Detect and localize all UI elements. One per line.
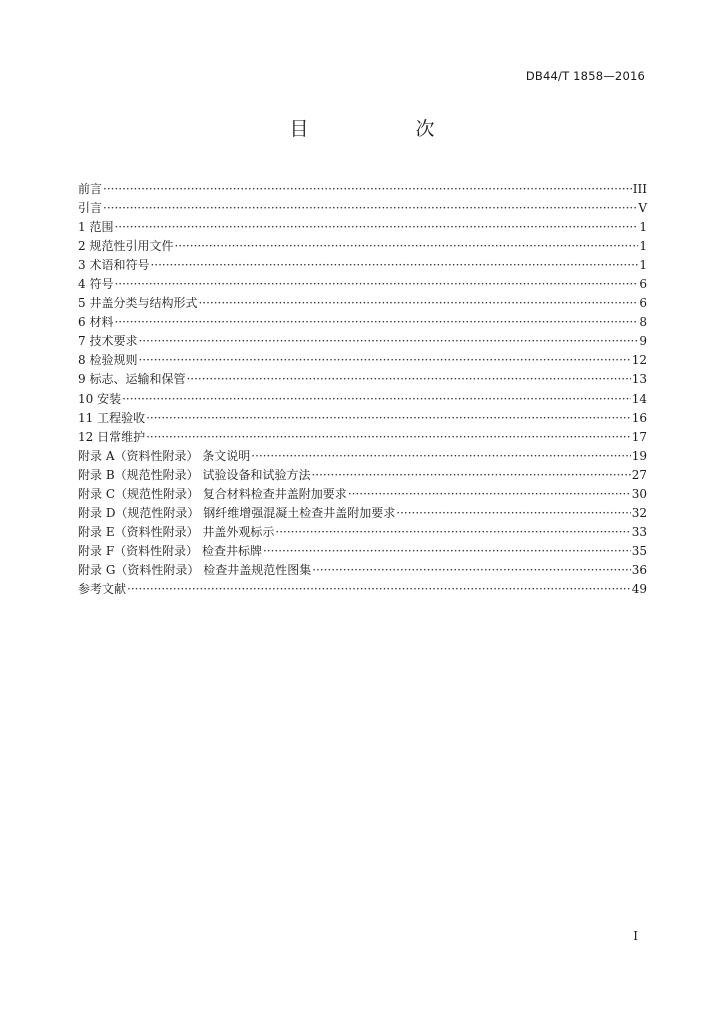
dot-leader (174, 237, 638, 256)
dot-leader (146, 428, 631, 447)
toc-entry-label: 9 标志、运输和保管 (78, 372, 186, 387)
toc-entry-label: 7 技术要求 (78, 334, 138, 349)
table-of-contents (78, 180, 647, 599)
dot-leader (103, 199, 637, 218)
toc-entry-label: 1 范围 (78, 220, 114, 235)
page-title: 目 次 (289, 118, 479, 140)
toc-entry-page: 1 (639, 258, 647, 273)
toc-entry-page: 9 (639, 334, 647, 349)
dot-leader (311, 466, 630, 485)
toc-entry[interactable] (78, 180, 647, 199)
toc-entry-label: 参考文献 (78, 581, 127, 596)
dot-leader (114, 275, 638, 294)
toc-entry-page: 32 (631, 505, 647, 520)
dot-leader (396, 504, 630, 523)
toc-entry-page: 6 (639, 277, 647, 292)
dot-leader (114, 313, 638, 332)
toc-entry-page: 13 (631, 372, 647, 387)
dot-leader (251, 447, 630, 466)
toc-entry-label: 8 检验规则 (78, 353, 138, 368)
toc-entry[interactable] (78, 561, 647, 580)
toc-entry-page: III (632, 182, 647, 196)
toc-entry-label: 附录 C（规范性附录） 复合材料检查井盖附加要求 (78, 486, 347, 501)
toc-entry-label: 附录 F（资料性附录） 检查井标牌 (78, 543, 262, 558)
toc-entry-label: 附录 D（规范性附录） 钢纤维增强混凝土检查井盖附加要求 (78, 505, 396, 520)
toc-entry-label: 2 规范性引用文件 (78, 239, 174, 254)
toc-entry-label: 12 日常维护 (78, 429, 146, 444)
toc-entry[interactable] (78, 237, 647, 256)
toc-entry[interactable] (78, 256, 647, 275)
toc-entry-page: 33 (631, 524, 647, 539)
dot-leader (103, 180, 632, 199)
toc-entry[interactable] (78, 294, 647, 313)
toc-entry[interactable] (78, 485, 647, 504)
toc-entry-label: 11 工程验收 (78, 410, 146, 425)
toc-entry-page: 6 (639, 296, 647, 311)
dot-leader (275, 523, 630, 542)
standard-code: DB44/T 1858—2016 (525, 69, 645, 83)
toc-entry-page: 12 (631, 353, 647, 368)
toc-entry-page: 30 (631, 486, 647, 501)
dot-leader (138, 351, 630, 370)
toc-entry-page: 17 (631, 429, 647, 444)
toc-entry-label: 引言 (78, 201, 103, 216)
toc-entry-page: 35 (631, 543, 647, 558)
toc-entry[interactable] (78, 428, 647, 447)
toc-entry-page: V (638, 201, 647, 216)
toc-entry-page: 16 (631, 410, 647, 425)
toc-entry[interactable] (78, 199, 647, 218)
toc-entry-label: 6 材料 (78, 315, 114, 330)
toc-entry-label: 5 井盖分类与结构形式 (78, 296, 198, 311)
toc-entry[interactable] (78, 351, 647, 370)
dot-leader (138, 332, 638, 351)
toc-entry-page: 19 (631, 448, 647, 463)
dot-leader (114, 218, 638, 237)
toc-entry[interactable] (78, 390, 647, 409)
page-number: I (633, 929, 638, 943)
toc-entry[interactable] (78, 409, 647, 428)
dot-leader (348, 485, 631, 504)
toc-entry-page: 36 (631, 562, 647, 577)
toc-entry-label: 前言 (78, 182, 103, 196)
dot-leader (146, 409, 631, 428)
toc-entry[interactable] (78, 332, 647, 351)
toc-entry-page: 1 (639, 239, 647, 254)
toc-entry[interactable] (78, 466, 647, 485)
toc-entry-label: 3 术语和符号 (78, 258, 150, 273)
dot-leader (263, 542, 631, 561)
toc-entry-label: 10 安装 (78, 391, 122, 406)
toc-entry-label: 附录 A（资料性附录） 条文说明 (78, 448, 251, 463)
toc-entry[interactable] (78, 504, 647, 523)
toc-entry[interactable] (78, 447, 647, 466)
toc-entry[interactable] (78, 275, 647, 294)
dot-leader (150, 256, 638, 275)
toc-entry-page: 49 (631, 581, 647, 596)
toc-entry[interactable] (78, 370, 647, 389)
toc-entry-page: 27 (631, 467, 647, 482)
toc-entry-label: 附录 B（规范性附录） 试验设备和试验方法 (78, 467, 311, 482)
toc-entry[interactable] (78, 523, 647, 542)
toc-entry-label: 4 符号 (78, 277, 114, 292)
dot-leader (186, 370, 630, 389)
toc-entry[interactable] (78, 580, 647, 599)
toc-entry[interactable] (78, 218, 647, 237)
dot-leader (122, 390, 631, 409)
toc-entry-page: 8 (639, 315, 647, 330)
toc-entry[interactable] (78, 542, 647, 561)
toc-entry-label: 附录 E（资料性附录） 井盖外观标示 (78, 524, 275, 539)
toc-entry-page: 14 (631, 391, 647, 406)
toc-entry[interactable] (78, 313, 647, 332)
toc-entry-label: 附录 G（资料性附录） 检查井盖规范性图集 (78, 562, 312, 577)
dot-leader (312, 561, 631, 580)
dot-leader (127, 580, 631, 599)
dot-leader (198, 294, 638, 313)
toc-entry-page: 1 (639, 220, 647, 235)
